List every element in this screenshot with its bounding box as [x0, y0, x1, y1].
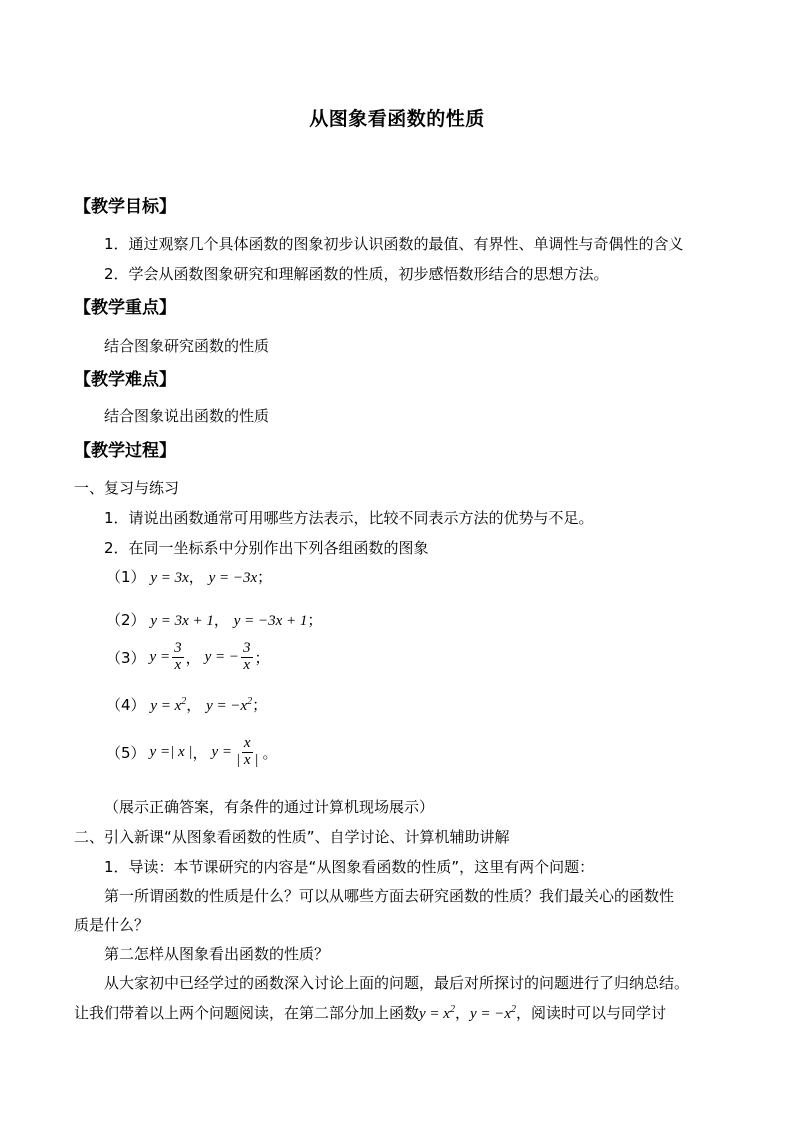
fraction-denominator: x	[243, 656, 251, 673]
exercise-label: （1）	[106, 568, 146, 586]
part2-intro: 1．导读：本节课研究的内容是“从图象看函数的性质”，这里有两个问题：	[104, 858, 595, 876]
fraction-numerator: x	[243, 735, 251, 751]
formula-base: y = x	[419, 1006, 450, 1022]
exercise-label: （3）	[106, 648, 146, 667]
key-text: 结合图象研究函数的性质	[104, 337, 270, 355]
formula-prefix: y =	[149, 648, 171, 665]
formula	[470, 1006, 516, 1022]
formula: y = −3x	[208, 570, 258, 586]
formula	[206, 698, 252, 714]
exercise-2	[106, 609, 322, 630]
formula: y = 3x + 1	[150, 613, 214, 629]
goal-item-1: 1．通过观察几个具体函数的图象初步认识函数的最值、有界性、单调性与奇偶性的含义	[104, 235, 684, 253]
formula: y = 3x	[150, 570, 189, 586]
end-punct: 。	[262, 743, 278, 762]
end-punct: ；	[307, 611, 323, 629]
part1-question-2: 2．在同一坐标系中分别作出下列各组函数的图象	[104, 539, 429, 557]
formula-exponent: 2	[181, 696, 187, 707]
formula: y =| x |	[149, 743, 193, 760]
separator: ，	[213, 611, 229, 629]
part2-title: 二、引入新课“从图象看函数的性质”、自学讨论、计算机辅助讲解	[74, 828, 510, 846]
end-punct: ；	[257, 568, 273, 586]
part1-question-1: 1．请说出函数通常可用哪些方法表示，比较不同表示方法的优势与不足。	[104, 509, 594, 527]
part1-note: （展示正确答案，有条件的通过计算机现场展示）	[104, 798, 435, 816]
goal-item-2: 2．学会从函数图象研究和理解函数的性质，初步感悟数形结合的思想方法。	[104, 265, 609, 283]
part2-paragraph-1-line-2: 质是什么？	[74, 916, 150, 934]
part2-paragraph-3-line-2	[74, 1002, 666, 1023]
part2-paragraph-3-line-1: 从大家初中已经学过的函数深入讨论上面的问题，最后对所探讨的问题进行了归纳总结。	[104, 974, 690, 992]
separator: ，	[185, 648, 201, 667]
fraction-numerator: 3	[243, 640, 251, 656]
exercise-3	[106, 641, 270, 674]
part1-title: 一、复习与练习	[74, 479, 180, 497]
fraction	[241, 641, 253, 674]
end-punct: ；	[252, 696, 268, 714]
part2-paragraph-1-line-1: 第一所谓函数的性质是什么？可以从哪些方面去研究函数的性质？我们最关心的函数性	[104, 887, 675, 905]
separator: ，	[454, 1004, 470, 1022]
fraction-numerator: 3	[174, 640, 182, 656]
formula-base: y = x	[150, 698, 182, 714]
heading-teaching-key: 【教学重点】	[74, 298, 176, 318]
exercise-1	[106, 566, 272, 587]
heading-teaching-goal: 【教学目标】	[74, 197, 176, 217]
formula-base: y = −x	[469, 1006, 512, 1022]
fraction	[234, 736, 260, 769]
separator: ，	[186, 696, 202, 714]
fraction	[172, 641, 184, 674]
fraction-denominator: x	[174, 656, 182, 673]
formula: y = −3x + 1	[233, 613, 308, 629]
formula	[150, 698, 186, 714]
exercise-label: （5）	[106, 743, 146, 762]
formula-exponent: 2	[247, 696, 253, 707]
exercise-4	[106, 694, 267, 715]
text: 让我们带着以上两个问题阅读，在第二部分加上函数	[74, 1004, 420, 1022]
page-title: 从图象看函数的性质	[309, 108, 485, 130]
exercise-label: （4）	[106, 696, 146, 714]
end-punct: ；	[254, 648, 270, 667]
text: ，阅读时可以与同学讨	[516, 1004, 667, 1022]
heading-teaching-process: 【教学过程】	[74, 441, 176, 461]
formula	[419, 1006, 455, 1022]
separator: ，	[188, 568, 204, 586]
formula-prefix: y =	[211, 743, 233, 760]
formula-base: y = −x	[206, 698, 248, 714]
exercise-5	[106, 736, 277, 769]
exercise-label: （2）	[106, 611, 146, 629]
difficulty-text: 结合图象说出函数的性质	[104, 407, 270, 425]
heading-teaching-difficulty: 【教学难点】	[74, 370, 176, 390]
formula-exponent: 2	[511, 1004, 517, 1015]
fraction-denominator: | x |	[236, 751, 259, 768]
part2-paragraph-2: 第二怎样从图象看出函数的性质？	[104, 945, 330, 963]
formula-exponent: 2	[449, 1004, 455, 1015]
formula-prefix: y = −	[204, 648, 239, 665]
separator: ，	[192, 743, 208, 762]
